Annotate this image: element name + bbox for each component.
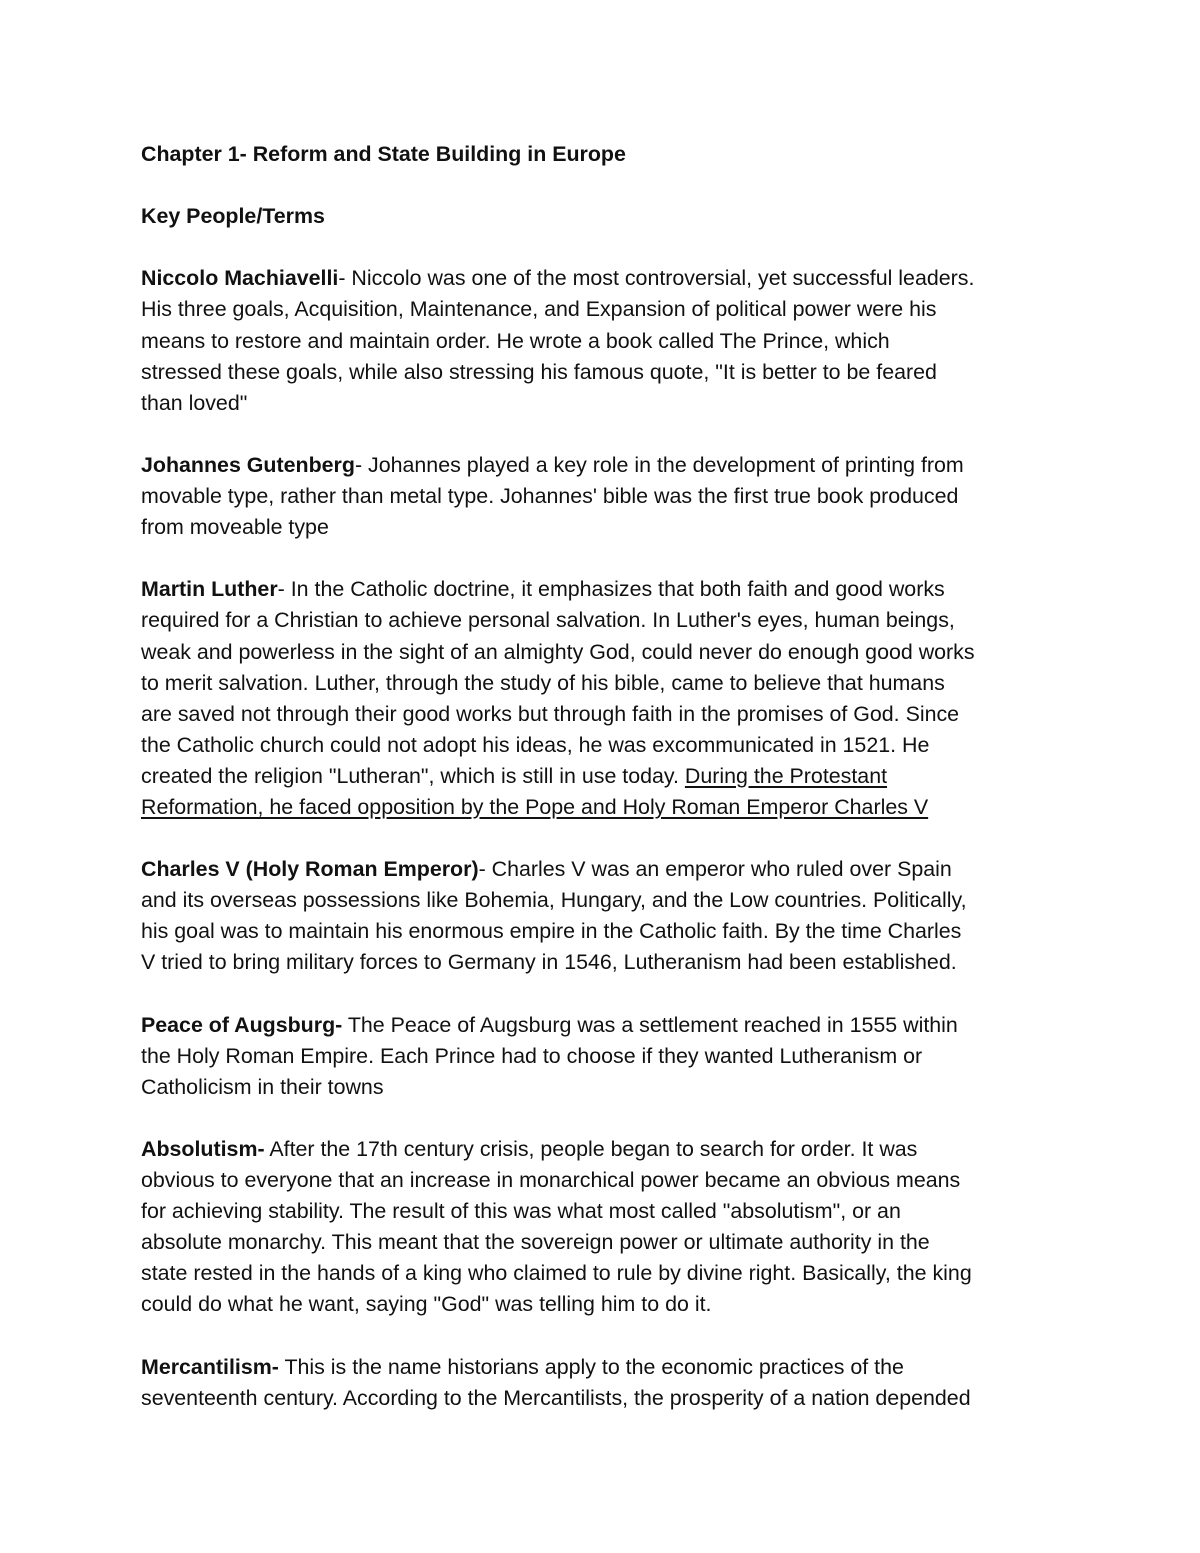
entry-text: - In the Catholic doctrine, it emphasizes that both faith and good works [277,577,945,602]
entry-peace-of-augsburg [141,1010,1066,1103]
entry-term: Johannes Gutenberg [141,452,355,477]
entry-mercantilism [141,1352,1066,1414]
entry-first-line [141,1352,1066,1383]
entry-text-line: are saved not through their good works but through faith in the promises of God. Since [141,701,960,726]
entry-term: Niccolo Machiavelli [141,266,339,291]
entry-text: - Niccolo was one of the most controversial, yet successful leaders. [338,266,975,291]
entry-text-line: from moveable type [141,515,329,540]
entry-first-line [141,574,1066,605]
entry-text: - Johannes played a key role in the development of printing from [354,452,964,477]
entry-text: After the 17th century crisis, people began to search for order. It was [264,1137,918,1161]
spacer [141,979,1066,1010]
entry-text-line: His three goals, Acquisition, Maintenance, and Expansion of political power were his [141,297,937,322]
entry-machiavelli [141,263,1066,418]
entry-text-line: could do what he want, saying "God" was telling him to do it. [141,1292,712,1317]
entry-text-line: stressed these goals, while also stressing his famous quote, "It is better to be feared [141,359,937,384]
entry-luther [141,574,1066,823]
entry-text-line: to merit salvation. Luther, through the study of his bible, came to believe that humans [141,670,945,695]
entry-text-line: required for a Christian to achieve personal salvation. In Luther's eyes, human beings, [141,608,955,633]
entry-text-line: for achieving stability. The result of this was what most called "absolutism", or an [141,1199,901,1224]
entry-text-line: the Catholic church could not adopt his ideas, he was excommunicated in 1521. He [141,732,930,757]
entry-text-line [141,761,1066,792]
entry-term: Mercantilism- [141,1354,279,1379]
spacer [141,823,1066,854]
entry-text: The Peace of Augsburg was a settlement reached in 1555 within [342,1012,958,1037]
entry-first-line [141,1010,1066,1041]
entry-first-line [141,854,1066,885]
entry-text-line: obvious to everyone that an increase in monarchical power became an obvious means [141,1168,961,1193]
spacer [141,543,1066,574]
entry-text-line: than loved" [141,390,248,415]
entry-text: This is the name historians apply to the economic practices of the [278,1354,904,1379]
entry-term: Peace of Augsburg- [141,1012,343,1037]
spacer [141,232,1066,263]
entry-text-line: weak and powerless in the sight of an almighty God, could never do enough good works [141,639,975,664]
section-heading: Key People/Terms [141,204,325,229]
underlined-text: During the Protestant [684,763,888,788]
entry-gutenberg [141,450,1066,543]
entry-first-line [141,263,1066,294]
entry-charles-v [141,854,1066,978]
entry-absolutism [141,1134,1066,1321]
entry-text-line: Catholicism in their towns [141,1074,384,1099]
entry-text-line: V tried to bring military forces to Germany in 1546, Lutheranism had been established. [141,950,957,975]
spacer [141,1321,1066,1352]
entry-text-line: his goal was to maintain his enormous empire in the Catholic faith. By the time Charles [141,919,962,944]
entry-text: - Charles V was an emperor who ruled over Spain [478,857,952,882]
underlined-text: Reformation, he faced opposition by the Pope and Holy Roman Emperor Charles V [141,794,929,819]
spacer [141,1103,1066,1134]
chapter-title: Chapter 1- Reform and State Building in Europe [141,142,626,166]
entry-text-line: the Holy Roman Empire. Each Prince had to choose if they wanted Lutheranism or [141,1043,923,1068]
entry-term: Martin Luther [141,577,278,602]
entry-text: created the religion "Lutheran", which is still in use today. [141,763,685,788]
entry-text-line: absolute monarchy. This meant that the sovereign power or ultimate authority in the [141,1230,930,1255]
entry-text-line: and its overseas possessions like Bohemia, Hungary, and the Low countries. Politically, [141,888,967,913]
entry-text-line: means to restore and maintain order. He wrote a book called The Prince, which [141,328,890,353]
entry-text-line: state rested in the hands of a king who claimed to rule by divine right. Basically, the king [141,1261,972,1286]
spacer [141,419,1066,450]
spacer [141,170,1066,201]
entry-term: Absolutism- [141,1137,265,1161]
entry-term: Charles V (Holy Roman Emperor) [141,857,479,882]
entry-first-line [141,450,1066,481]
entry-text-line: movable type, rather than metal type. Johannes' bible was the first true book produced [141,484,959,509]
document-page [141,139,1066,1414]
entry-first-line [141,1134,1066,1165]
entry-text-line: seventeenth century. According to the Mercantilists, the prosperity of a nation depended [141,1385,971,1410]
